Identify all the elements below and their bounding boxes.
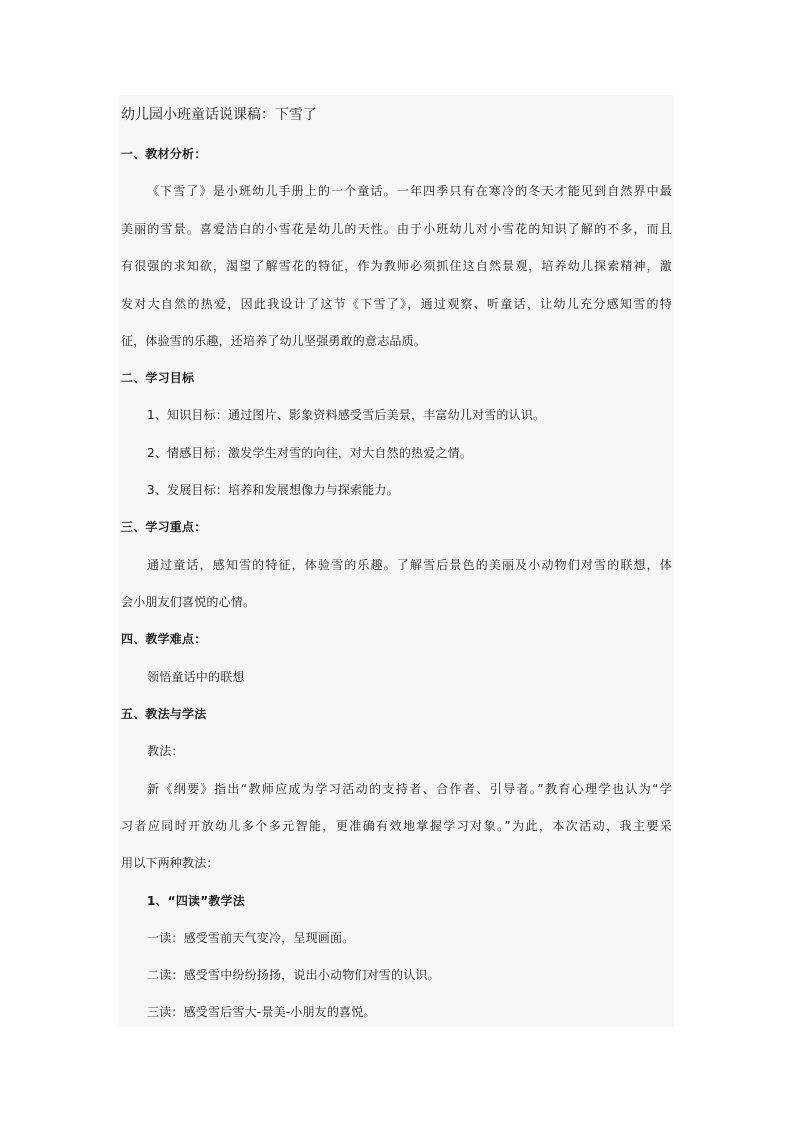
section-heading-key-points: 三、学习重点：	[121, 520, 207, 534]
paragraph-line: 《下雪了》是小班幼儿手册上的一个童话。一年四季只有在寒冷的冬天才能见到自然界中最	[147, 184, 672, 198]
read-item-first: 一读：感受雪前天气变冷，呈现画面。	[147, 931, 355, 945]
paragraph-line: 新《纲要》指出“教师应成为学习活动的支持者、合作者、引导者。”教育心理学也认为“学	[147, 782, 672, 796]
paragraph-line: 用以下两种教法：	[121, 856, 219, 870]
paragraph-line: 通过童话，感知雪的特征，体验雪的乐趣。了解雪后景色的美丽及小动物们对雪的联想，体	[147, 558, 672, 572]
method-heading-four-reads: 1、“四读”教学法	[147, 894, 245, 908]
document-title: 幼儿园小班童话说课稿：下雪了	[121, 107, 317, 123]
read-item-second: 二读：感受雪中纷纷扬扬，说出小动物们对雪的认识。	[147, 968, 440, 982]
section-heading-methods: 五、教法与学法	[121, 707, 207, 721]
read-item-third: 三读：感受雪后雪大-景美-小朋友的喜悦。	[147, 1005, 376, 1019]
paragraph-line: 美丽的雪景。喜爱洁白的小雪花是幼儿的天性。由于小班幼儿对小雪花的知识了解的不多，而且	[121, 222, 672, 236]
paragraph-line: 领悟童话中的联想	[147, 670, 245, 684]
document-page	[119, 95, 674, 1027]
section-heading-learning-goals: 二、学习目标	[121, 371, 195, 385]
goal-item-development: 3、发展目标：培养和发展想像力与探索能力。	[147, 483, 399, 497]
goal-item-emotion: 2、情感目标：激发学生对雪的向往，对大自然的热爱之情。	[147, 446, 473, 460]
paragraph-line: 有很强的求知欲，渴望了解雪花的特征，作为教师必须抓住这自然景观，培养幼儿探索精神，激	[121, 259, 672, 273]
paragraph-line: 发对大自然的热爱，因此我设计了这节《下雪了》，通过观察、听童话，让幼儿充分感知雪的特	[121, 297, 672, 311]
paragraph-line: 征，体验雪的乐趣，还培养了幼儿坚强勇敢的意志品质。	[121, 334, 427, 348]
sub-label-teaching-method: 教法：	[147, 744, 184, 758]
section-heading-material-analysis: 一、教材分析：	[121, 147, 207, 161]
paragraph-line: 习者应同时开放幼儿多个多元智能，更准确有效地掌握学习对象。”为此，本次活动，我主要采	[121, 819, 672, 833]
paragraph-line: 会小朋友们喜悦的心情。	[121, 595, 256, 609]
goal-item-knowledge: 1、知识目标：通过图片、影象资料感受雪后美景，丰富幼儿对雪的认识。	[147, 408, 546, 422]
section-heading-difficulties: 四、教学难点：	[121, 632, 207, 646]
